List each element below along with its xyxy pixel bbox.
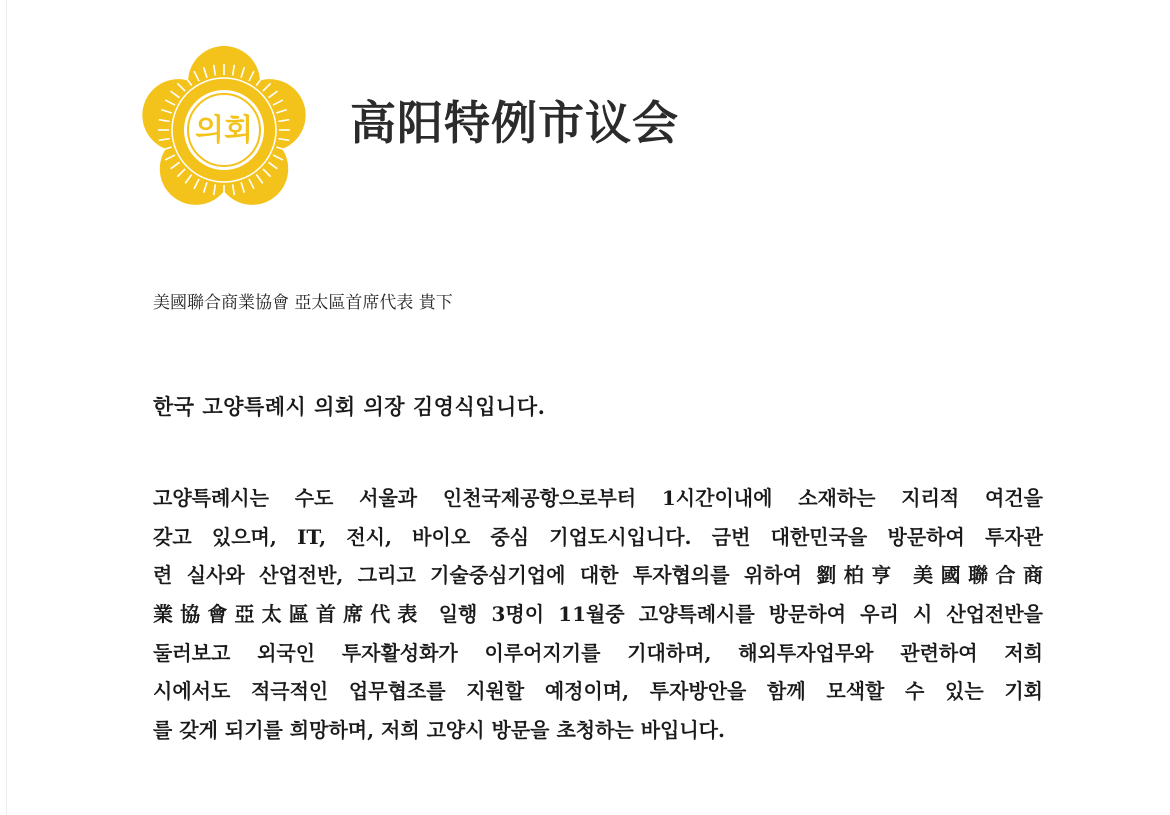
letter-body-line: 를 갖게 되기를 희망하며, 저희 고양시 방문을 초청하는 바입니다. bbox=[153, 718, 725, 743]
letter-greeting: 한국 고양특례시 의회 의장 김영식입니다. bbox=[153, 394, 546, 419]
svg-text:의회: 의회 bbox=[195, 113, 253, 148]
letter-body-line: 시에서도 적극적인 업무협조를 지원할 예정이며, 투자방안을 함께 모색할 수 있는 기회 bbox=[153, 679, 1043, 704]
letter-body bbox=[153, 479, 1043, 750]
page-edge-line bbox=[6, 0, 7, 815]
letter-body-line: 고양특례시는 수도 서울과 인천국제공항으로부터 1시간이내에 소재하는 지리적 여건을 bbox=[153, 486, 1043, 510]
council-name-title: 高阳特例市议会 bbox=[350, 96, 679, 150]
letter-recipient: 美國聯合商業協會 亞太區首席代表 貴下 bbox=[153, 293, 453, 313]
letter-body-line: 業協會亞太區首席代表 일행 3명이 11월중 고양특례시를 방문하여 우리 시 산업전반을 bbox=[153, 602, 1043, 627]
council-emblem-logo bbox=[136, 40, 312, 216]
letter-body-line: 둘러보고 외국인 투자활성화가 이루어지기를 기대하며, 해외투자업무와 관련하여 저희 bbox=[153, 640, 1043, 665]
letter-body-line: 갖고 있으며, IT, 전시, 바이오 중심 기업도시입니다. 금번 대한민국을 방문하여 투자관 bbox=[153, 524, 1043, 549]
letter-body-line: 련 실사와 산업전반, 그리고 기술중심기업에 대한 투자협의를 위하여 劉柏亨 美國聯合商 bbox=[153, 563, 1043, 588]
